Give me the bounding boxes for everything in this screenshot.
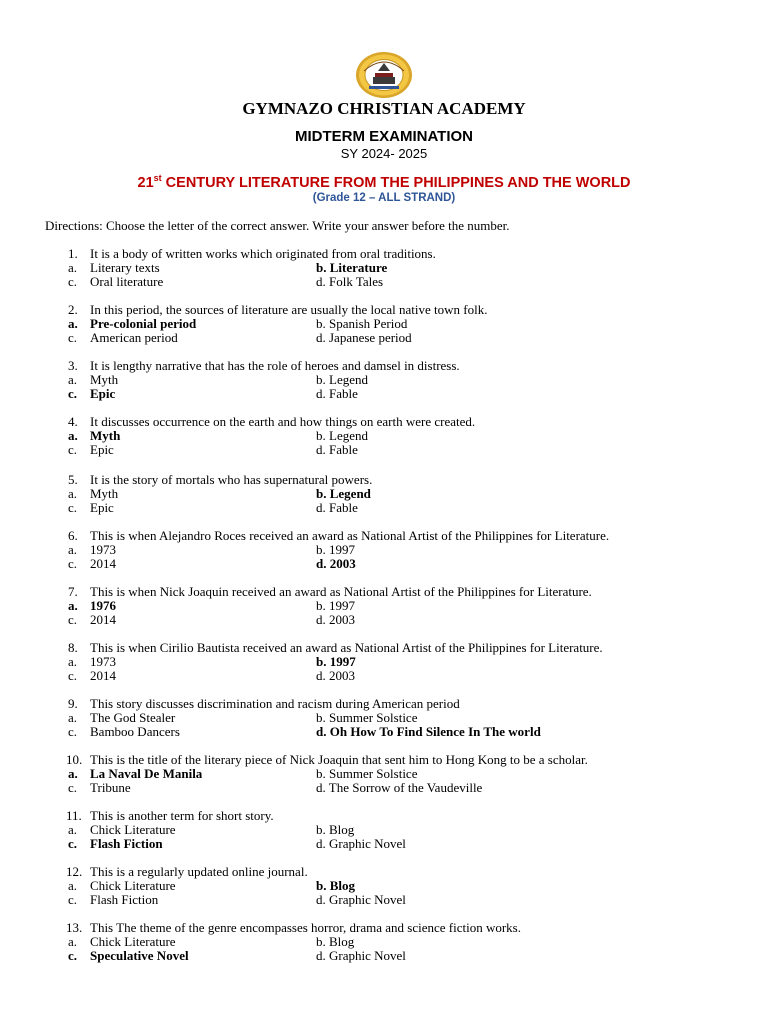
- option: b. Summer Solstice: [316, 766, 418, 781]
- question-text: This is a regularly updated online journal.: [90, 864, 308, 879]
- option-letter: c.: [68, 948, 78, 963]
- option-letter: c.: [68, 442, 78, 457]
- subject-sup: st: [153, 173, 162, 184]
- option-correct: b. Blog: [316, 878, 356, 893]
- option-correct: b. Literature: [316, 260, 388, 275]
- option-correct: Myth: [90, 428, 121, 443]
- option-correct: b. Legend: [316, 486, 371, 501]
- option: b. Summer Solstice: [316, 710, 418, 725]
- option: Flash Fiction: [90, 892, 159, 907]
- option: d. Japanese period: [316, 330, 412, 345]
- option-letter: c.: [68, 892, 78, 907]
- option-letter: c.: [68, 330, 78, 345]
- option-letter: c.: [68, 500, 78, 515]
- option: 1973: [90, 654, 116, 669]
- option: b. 1997: [316, 598, 355, 613]
- option-letter: a.: [68, 822, 78, 837]
- option: d. Graphic Novel: [316, 892, 406, 907]
- question-number: 5.: [68, 472, 78, 487]
- option: American period: [90, 330, 178, 345]
- option-letter: a.: [68, 542, 78, 557]
- option: Chick Literature: [90, 878, 176, 893]
- question-number: 8.: [68, 640, 78, 655]
- option-letter: c.: [68, 556, 78, 571]
- option-letter: c.: [68, 386, 78, 401]
- exam-title: MIDTERM EXAMINATION: [294, 128, 474, 145]
- option: Literary texts: [90, 260, 160, 275]
- option: Chick Literature: [90, 934, 176, 949]
- grade-label: (Grade 12 – ALL STRAND): [312, 192, 456, 204]
- option-letter: a.: [68, 766, 78, 781]
- option-letter: a.: [68, 598, 78, 613]
- question-text: This is when Alejandro Roces received an award as National Artist of the Philippines for Literature.: [90, 528, 610, 543]
- question-text: This story discusses discrimination and racism during American period: [90, 696, 460, 711]
- option: d. Fable: [316, 442, 358, 457]
- option-letter: a.: [68, 934, 78, 949]
- option-letter: a.: [68, 486, 78, 501]
- question-text: This is when Nick Joaquin received an award as National Artist of the Philippines for Literature.: [90, 584, 592, 599]
- seal-icon: [355, 51, 413, 99]
- option: b. Blog: [316, 934, 355, 949]
- question-number: 11.: [66, 808, 82, 823]
- option: d. The Sorrow of the Vaudeville: [316, 780, 483, 795]
- option: Myth: [90, 486, 119, 501]
- question-number: 4.: [68, 414, 78, 429]
- option: Oral literature: [90, 274, 164, 289]
- option: Epic: [90, 500, 114, 515]
- option-letter: a.: [68, 428, 78, 443]
- option: d. Fable: [316, 500, 358, 515]
- option-letter: c.: [68, 612, 78, 627]
- option: d. Graphic Novel: [316, 948, 406, 963]
- option-correct: d. Oh How To Find Silence In The world: [316, 724, 541, 739]
- option-correct: 1976: [90, 598, 116, 613]
- question-text: It discusses occurrence on the earth and how things on earth were created.: [90, 414, 476, 429]
- option-letter: c.: [68, 836, 78, 851]
- question-number: 7.: [68, 584, 78, 599]
- option: Chick Literature: [90, 822, 176, 837]
- option-letter: a.: [68, 710, 78, 725]
- option-correct: b. 1997: [316, 654, 356, 669]
- question-text: This The theme of the genre encompasses horror, drama and science fiction works.: [90, 920, 521, 935]
- directions-text: Directions: Choose the letter of the correct answer. Write your answer before the number.: [45, 218, 510, 233]
- option-correct: Epic: [90, 386, 116, 401]
- question-number: 2.: [68, 302, 78, 317]
- option: b. 1997: [316, 542, 355, 557]
- question-number: 12.: [66, 864, 83, 879]
- question-number: 9.: [68, 696, 78, 711]
- option: The God Stealer: [90, 710, 176, 725]
- question-number: 3.: [68, 358, 78, 373]
- option-correct: d. 2003: [316, 556, 356, 571]
- option: Myth: [90, 372, 119, 387]
- option: 2014: [90, 668, 116, 683]
- option: Tribune: [90, 780, 131, 795]
- question-text: It is a body of written works which originated from oral traditions.: [90, 246, 436, 261]
- option: d. 2003: [316, 612, 355, 627]
- option: d. Folk Tales: [316, 274, 384, 289]
- option-letter: c.: [68, 780, 78, 795]
- option: Epic: [90, 442, 114, 457]
- option: b. Spanish Period: [316, 316, 408, 331]
- option: d. 2003: [316, 668, 355, 683]
- option-letter: c.: [68, 274, 78, 289]
- option: d. Fable: [316, 386, 358, 401]
- question-number: 6.: [68, 528, 78, 543]
- question-text: It is lengthy narrative that has the role of heroes and damsel in distress.: [90, 358, 460, 373]
- subject-prefix: 21: [137, 175, 154, 191]
- question-number: 13.: [66, 920, 83, 935]
- option-letter: a.: [68, 260, 78, 275]
- option-letter: c.: [68, 724, 78, 739]
- option: 1973: [90, 542, 116, 557]
- option: b. Legend: [316, 428, 368, 443]
- option-letter: c.: [68, 668, 78, 683]
- subject-title: [0, 174, 768, 192]
- option-correct: Pre-colonial period: [90, 316, 197, 331]
- option: b. Blog: [316, 822, 355, 837]
- option-correct: Flash Fiction: [90, 836, 163, 851]
- school-year: SY 2024- 2025: [340, 146, 428, 161]
- option-correct: Speculative Novel: [90, 948, 189, 963]
- question-number: 10.: [66, 752, 83, 767]
- option: d. Graphic Novel: [316, 836, 406, 851]
- option: 2014: [90, 556, 116, 571]
- school-name: GYMNAZO CHRISTIAN ACADEMY: [242, 99, 526, 118]
- option-letter: a.: [68, 654, 78, 669]
- option: Bamboo Dancers: [90, 724, 180, 739]
- option-letter: a.: [68, 878, 78, 893]
- question-text: In this period, the sources of literature are usually the local native town folk.: [90, 302, 488, 317]
- question-text: This is when Cirilio Bautista received an award as National Artist of the Philippines for Literature.: [90, 640, 603, 655]
- subject-rest: CENTURY LITERATURE FROM THE PHILIPPINES AND THE WORLD: [161, 175, 631, 191]
- option-correct: La Naval De Manila: [90, 766, 203, 781]
- question-text: This is the title of the literary piece of Nick Joaquin that sent him to Hong Kong to be a scholar.: [90, 752, 588, 767]
- school-seal-logo: [355, 51, 413, 99]
- option-letter: a.: [68, 372, 78, 387]
- option: 2014: [90, 612, 116, 627]
- option-letter: a.: [68, 316, 78, 331]
- question-text: This is another term for short story.: [90, 808, 274, 823]
- question-text: It is the story of mortals who has supernatural powers.: [90, 472, 373, 487]
- question-number: 1.: [68, 246, 78, 261]
- option: b. Legend: [316, 372, 368, 387]
